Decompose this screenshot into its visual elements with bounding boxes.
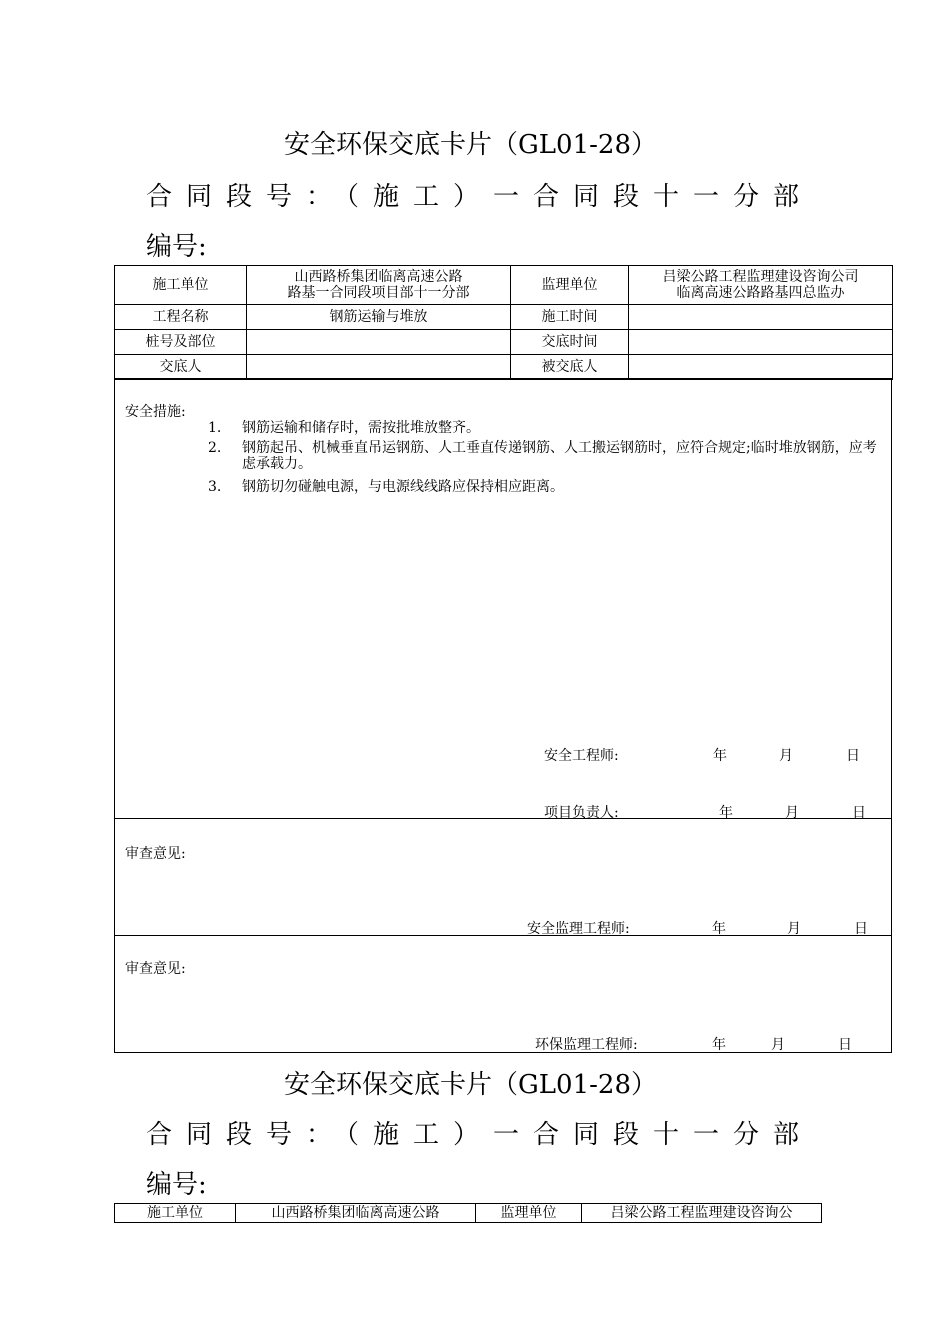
construction-unit-label-2: 施工单位 [115,1204,236,1223]
safety-supervisor-year: 年 [712,921,726,937]
construction-unit-label: 施工单位 [115,266,247,305]
supervision-unit-value [629,266,893,305]
construction-time-label: 施工时间 [511,305,629,330]
table-row [115,355,893,380]
safety-engineer-label: 安全工程师: [544,748,619,764]
env-supervisor-day: 日 [838,1037,852,1053]
safety-supervisor-label: 安全监理工程师: [527,921,630,937]
project-manager-month: 月 [785,805,799,821]
construction-time-value [629,305,893,330]
number-label: 编号: [146,232,207,262]
construction-unit-value [247,266,511,305]
env-supervisor-year: 年 [712,1037,726,1053]
project-manager-day: 日 [852,805,866,821]
project-manager-year: 年 [719,805,733,821]
table-row [115,266,893,305]
env-supervisor-label: 环保监理工程师: [535,1037,638,1053]
station-location-label: 桩号及部位 [115,330,247,355]
environmental-review-section [114,935,892,1053]
briefing-time-value [629,330,893,355]
safety-supervisor-day: 日 [854,921,868,937]
measure-num-2: 2. [208,440,222,456]
supervision-unit-value-2: 吕梁公路工程监理建设咨询公 [582,1204,822,1223]
contract-line-2: 合同段号：（施工）一合同段十一分部 [146,1120,814,1150]
measure-text-1: 钢筋运输和储存时，需按批堆放整齐。 [242,420,480,436]
info-table-2 [114,1203,822,1223]
project-name-label: 工程名称 [115,305,247,330]
safety-engineer-month: 月 [779,748,793,764]
supervision-unit-label: 监理单位 [511,266,629,305]
safety-heading: 安全措施: [125,404,186,420]
station-location-value [247,330,511,355]
measure-text-3: 钢筋切勿碰触电源，与电源线线路应保持相应距离。 [242,479,564,495]
briefer-label: 交底人 [115,355,247,380]
safety-review-section [114,818,892,936]
card-title-2: 安全环保交底卡片（GL01-28） [284,1070,657,1100]
briefing-time-label: 交底时间 [511,330,629,355]
construction-unit-line-2: 路基一合同段项目部十一分部 [287,285,470,301]
briefer-value [247,355,511,380]
safety-engineer-day: 日 [846,748,860,764]
info-table [114,265,893,380]
construction-unit-line-1: 山西路桥集团临离高速公路 [294,269,463,285]
table-row [115,330,893,355]
supervision-unit-line-2: 临离高速公路路基四总监办 [676,285,845,301]
measure-num-1: 1. [208,420,222,436]
table-row [115,305,893,330]
recipient-value [629,355,893,380]
safety-engineer-year: 年 [713,748,727,764]
supervision-unit-line-1: 吕梁公路工程监理建设咨询公司 [662,269,859,285]
supervision-unit-label-2: 监理单位 [476,1204,582,1223]
safety-measures-section [114,378,892,819]
table-row [115,1204,822,1223]
env-review-heading: 审查意见: [125,961,186,977]
measure-text-2: 钢筋起吊、机械垂直吊运钢筋、人工垂直传递钢筋、人工搬运钢筋时，应符合规定;临时堆放钢筋，应考虑承载力。 [242,440,877,472]
env-supervisor-month: 月 [771,1037,785,1053]
safety-supervisor-month: 月 [787,921,801,937]
measure-num-3: 3. [208,479,222,495]
project-manager-label: 项目负责人: [544,805,619,821]
construction-unit-value-2: 山西路桥集团临离高速公路 [236,1204,476,1223]
number-label-2: 编号: [146,1170,207,1200]
project-name-value: 钢筋运输与堆放 [247,305,511,330]
recipient-label: 被交底人 [511,355,629,380]
card-title: 安全环保交底卡片（GL01-28） [284,130,657,160]
safety-review-heading: 审查意见: [125,846,186,862]
contract-line: 合同段号：（施工）一合同段十一分部 [146,182,814,212]
